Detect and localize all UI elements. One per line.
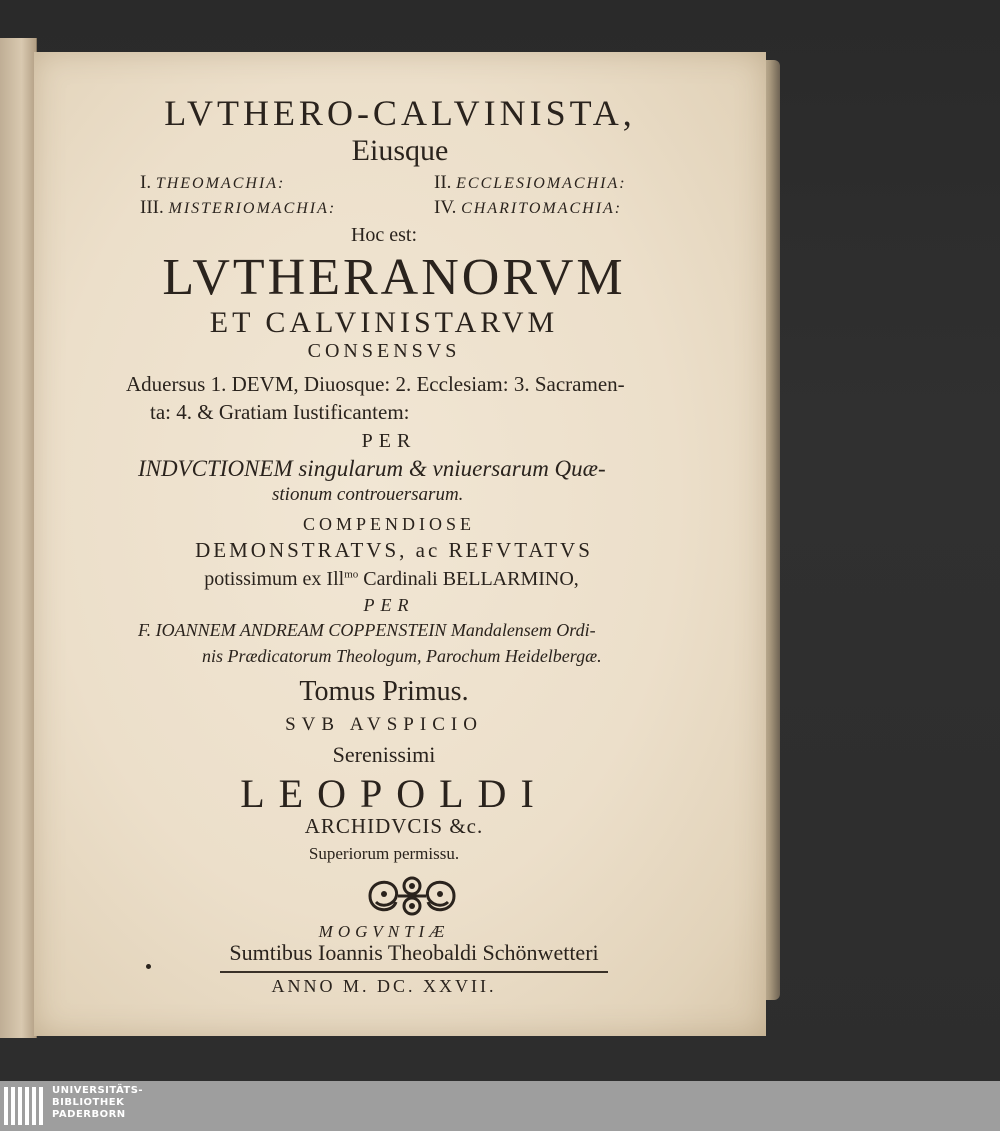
demonstratus-line: DEMONSTRATVS, ac REFVTATVS: [195, 538, 593, 562]
machia-name: MISTERIOMACHIA:: [168, 200, 337, 217]
bellarmino-text: Cardinali BELLARMINO,: [358, 568, 579, 590]
library-logo-icon: [2, 1083, 46, 1129]
eiusque-line: Eiusque: [351, 134, 449, 167]
inductionem-line-2: stionum controuersarum.: [272, 484, 464, 505]
lutheranorum-heading: LVTHERANORVM: [162, 249, 626, 306]
compendiose-line: COMPENDIOSE: [302, 514, 475, 534]
inductionem-line-1: INDVCTIONEM singularum & vniuersarum Quæ-: [138, 456, 606, 481]
per-line-1: PER: [361, 430, 417, 452]
et-calvinistarum-heading: ET CALVINISTARVM: [209, 306, 559, 339]
machia-name: CHARITOMACHIA:: [461, 200, 623, 217]
machia-name: ECCLESIOMACHIA:: [456, 175, 627, 192]
leopoldi-heading: LEOPOLDI: [240, 771, 548, 816]
moguntiae-line: MOGVNTIÆ: [318, 922, 450, 941]
potissimum-text: potissimum ex Ill: [204, 568, 345, 590]
library-footer-bar: [0, 1081, 1000, 1131]
machia-number: I.: [140, 172, 152, 193]
library-logo-text: [52, 1085, 143, 1121]
logo-line-3: PADERBORN: [52, 1109, 126, 1120]
publisher-line: Sumtibus Ioannis Theobaldi Schönwetteri: [229, 940, 599, 965]
printer-ornament: [362, 870, 462, 922]
author-line-2: nis Prædicatorum Theologum, Parochum Heidelbergæ.: [202, 646, 602, 666]
aduersus-line-2: ta: 4. & Gratiam Iustificantem:: [150, 400, 410, 424]
main-title: LVTHERO-CALVINISTA,: [164, 93, 636, 133]
machia-item-2: [434, 172, 627, 194]
author-line-1: F. IOANNEM ANDREAM COPPENSTEIN Mandalensem Ordi-: [138, 620, 596, 640]
anno-line: ANNO M. DC. XXVII.: [271, 976, 497, 996]
machia-number: II.: [434, 172, 452, 193]
aduersus-line-1: Aduersus 1. DEVM, Diuosque: 2. Ecclesiam: 3. Sacramen-: [126, 372, 625, 396]
horizontal-rule: [220, 971, 608, 973]
potissimum-line: [34, 568, 749, 591]
title-page: [34, 52, 766, 1036]
consensus-heading: CONSENSVS: [307, 340, 461, 362]
machia-item-4: [434, 197, 622, 219]
machia-item-3: [140, 197, 336, 219]
logo-line-2: BIBLIOTHEK: [52, 1097, 125, 1108]
archiducis-line: ARCHIDVCIS &c.: [304, 814, 484, 838]
tomus-line: Tomus Primus.: [299, 676, 469, 707]
sub-auspicio-line: SVB AVSPICIO: [285, 714, 483, 735]
potissimum-superscript: mo: [344, 568, 359, 581]
machia-name: THEOMACHIA:: [155, 175, 286, 192]
ink-dot: [146, 964, 151, 969]
superiorum-line: Superiorum permissu.: [308, 844, 460, 863]
machia-number: III.: [140, 197, 164, 218]
logo-line-1: UNIVERSITÄTS-: [52, 1085, 144, 1096]
hoc-est-line: Hoc est:: [350, 224, 418, 246]
machia-item-1: [140, 172, 285, 194]
left-page-edge: [0, 38, 37, 1038]
machia-number: IV.: [434, 197, 457, 218]
per-line-2: PER: [363, 595, 415, 615]
serenissimi-line: Serenissimi: [332, 742, 436, 767]
